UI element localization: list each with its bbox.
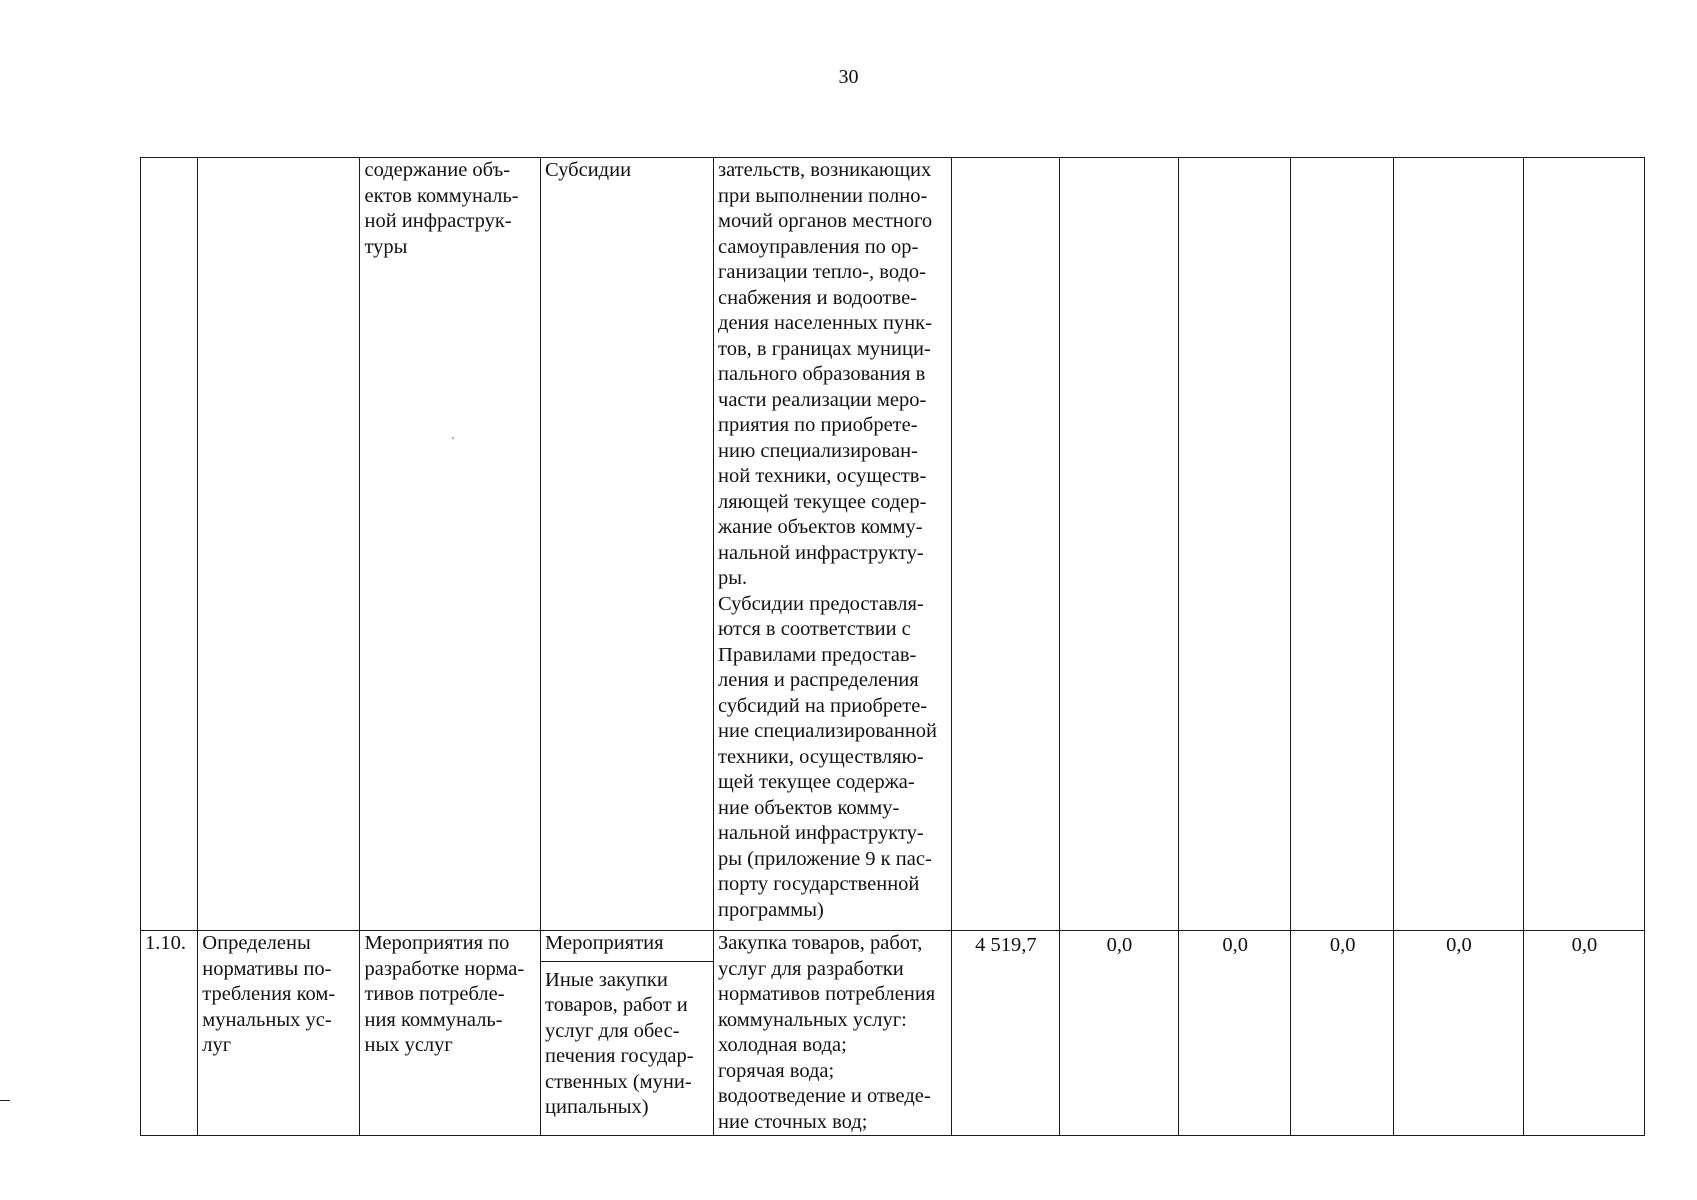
value-cell: 0,0 xyxy=(1291,931,1394,1136)
value-cell xyxy=(1394,158,1524,931)
value-cell: 4 519,7 xyxy=(951,931,1059,1136)
type-top-label: Мероприятия xyxy=(541,931,713,962)
value-cell xyxy=(1059,158,1178,931)
result-cell xyxy=(198,158,360,931)
value-cell xyxy=(1178,158,1290,931)
measure-cell: содержание объ- ектов коммуналь- ной инфраструк- туры xyxy=(360,158,541,931)
description-cell: Закупка товаров, работ, услуг для разработки нормативов потребления коммунальных услуг: холодная вода; горячая вода; водоотведение и отведе- ние сточных вод; xyxy=(714,931,952,1136)
result-cell: Определены нормативы по- требления ком- мунальных ус- луг xyxy=(198,931,360,1136)
row-number-cell xyxy=(141,158,198,931)
scan-speck xyxy=(452,437,454,439)
table-row xyxy=(141,931,1645,1136)
margin-mark xyxy=(0,1100,10,1101)
page-number: 30 xyxy=(838,66,859,88)
value-cell xyxy=(951,158,1059,931)
value-cell xyxy=(1291,158,1394,931)
value-cell: 0,0 xyxy=(1178,931,1290,1136)
measure-cell: Мероприятия по разработке норма- тивов потребле- ния коммуналь- ных услуг xyxy=(360,931,541,1136)
type-cell: Субсидии xyxy=(541,158,714,931)
value-cell: 0,0 xyxy=(1059,931,1178,1136)
row-number-cell: 1.10. xyxy=(141,931,198,1136)
table-row xyxy=(141,158,1645,931)
program-table xyxy=(140,157,1645,1136)
value-cell xyxy=(1523,158,1644,931)
description-cell: зательств, возникающих при выполнении полно- мочий органов местного самоуправления по ор- ганизации тепло-, водо- снабжения и водоотве- дения населенных пунк- тов, в границах муници- пального образования в части реализации меро- приятия по приобрете- нию специализирован- ной техники, осуществ- ляющей текущее содер- жание объектов комму- нальной инфраструкту- ры. Субсидии предоставля- ются в соответствии с Правилами предостав- ления и распределения субсидий на приобрете- ние специализированной техники, осуществляю- щей текущее содержа- ние объектов комму- нальной инфраструкту- ры (приложение 9 к пас- порту государственной программы) xyxy=(714,158,952,931)
value-cell: 0,0 xyxy=(1523,931,1644,1136)
type-bottom-label: Иные закупки товаров, работ и услуг для обес- печения государ- ственных (муни- ципальных) xyxy=(545,968,694,1118)
value-cell: 0,0 xyxy=(1394,931,1524,1136)
type-cell xyxy=(541,931,714,1136)
